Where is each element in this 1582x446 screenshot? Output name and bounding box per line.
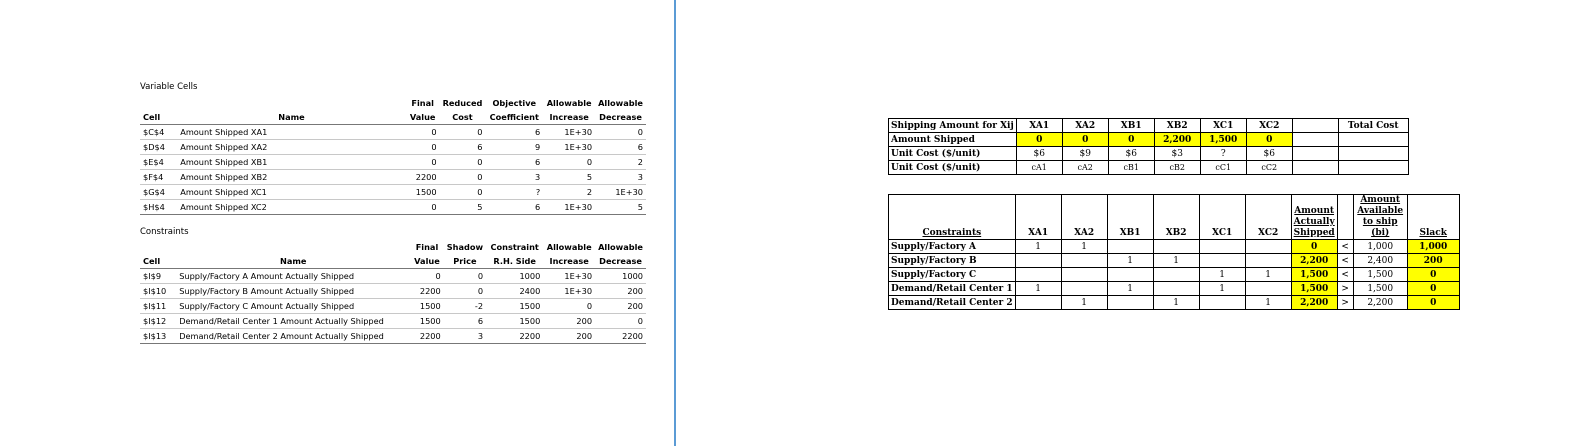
header-row bbox=[140, 96, 646, 110]
cell-value: 0 bbox=[543, 155, 595, 170]
cell-value: 1E+30 bbox=[543, 200, 595, 215]
constraints-header-cell: XB2 bbox=[1153, 195, 1199, 240]
constraint-cell bbox=[1199, 296, 1245, 310]
cell-ref: $I$11 bbox=[140, 299, 176, 314]
constraint-cell: 0 bbox=[1407, 268, 1459, 282]
cell-ref: $E$4 bbox=[140, 155, 177, 170]
cell-value: 1000 bbox=[595, 269, 646, 284]
constraint-row bbox=[889, 268, 1460, 282]
cell-value: 5 bbox=[595, 200, 646, 215]
constraint-cell: 1 bbox=[1153, 254, 1199, 268]
cell-ref: $G$4 bbox=[140, 185, 177, 200]
cell-value: 1E+30 bbox=[543, 269, 595, 284]
cell-value: 6 bbox=[485, 200, 543, 215]
model-cell: ? bbox=[1200, 147, 1246, 161]
cell-value: 200 bbox=[595, 299, 646, 314]
header-cell: Coefficient bbox=[485, 110, 543, 125]
model-cell bbox=[1292, 133, 1338, 147]
constraint-cell bbox=[1199, 254, 1245, 268]
header-cell: Value bbox=[410, 254, 444, 269]
cell-value: 0 bbox=[440, 155, 486, 170]
constraints-header-cell: Constraints bbox=[889, 195, 1016, 240]
model-cell: $6 bbox=[1246, 147, 1292, 161]
constraint-cell: 1 bbox=[1107, 254, 1153, 268]
constraint-cell bbox=[1015, 254, 1061, 268]
constraint-cell: 1,000 bbox=[1407, 240, 1459, 254]
cell-value: 1000 bbox=[486, 269, 543, 284]
cell-value: 0 bbox=[444, 269, 486, 284]
constraint-cell bbox=[1061, 282, 1107, 296]
table-row bbox=[140, 269, 646, 284]
model-cell: cB2 bbox=[1154, 161, 1200, 175]
header-cell: Objective bbox=[492, 98, 537, 108]
constraint-label: Supply/Factory C bbox=[889, 268, 1016, 282]
header-cell: Final bbox=[415, 242, 439, 252]
cell-value: 1500 bbox=[410, 314, 444, 329]
constraint-cell: 1 bbox=[1153, 296, 1199, 310]
cell-value: 2200 bbox=[406, 170, 440, 185]
model-row bbox=[889, 147, 1461, 161]
constraints-header-cell bbox=[1337, 195, 1353, 240]
model-cell: $6 bbox=[1016, 147, 1062, 161]
constraints-header-cell: XC1 bbox=[1199, 195, 1245, 240]
cell-name: Amount Shipped XB1 bbox=[177, 155, 406, 170]
constraint-cell: 1 bbox=[1015, 240, 1061, 254]
cell-value: 5 bbox=[440, 200, 486, 215]
constraint-cell: 0 bbox=[1407, 282, 1459, 296]
cell-value: 2 bbox=[595, 155, 646, 170]
constraint-cell bbox=[1107, 240, 1153, 254]
constraint-cell bbox=[1245, 240, 1291, 254]
cell-value: 1500 bbox=[486, 314, 543, 329]
constraint-cell: 2,200 bbox=[1291, 254, 1337, 268]
cell-value: 6 bbox=[485, 125, 543, 140]
constraint-cell: 2,200 bbox=[1291, 296, 1337, 310]
header-cell: Final bbox=[411, 98, 434, 108]
cell-value: -2 bbox=[444, 299, 486, 314]
constraint-cell bbox=[1061, 268, 1107, 282]
pane-divider bbox=[674, 0, 676, 446]
constraint-cell: 2,400 bbox=[1353, 254, 1407, 268]
constraints-header-cell: Amount Available to ship (bi) bbox=[1353, 195, 1407, 240]
cell-value: 200 bbox=[543, 314, 595, 329]
cell-value: 0 bbox=[410, 269, 444, 284]
constraint-row bbox=[889, 240, 1460, 254]
cell-name: Amount Shipped XA1 bbox=[177, 125, 406, 140]
model-cell: 0 bbox=[1016, 133, 1062, 147]
constraint-cell: 1 bbox=[1245, 268, 1291, 282]
cell-value: 3 bbox=[444, 329, 486, 344]
header-cell: Reduced bbox=[442, 98, 483, 108]
header-cell: Shadow bbox=[446, 242, 484, 252]
model-cell: XA1 bbox=[1016, 119, 1062, 133]
cell-name: Amount Shipped XA2 bbox=[177, 140, 406, 155]
model-cell: 0 bbox=[1062, 133, 1108, 147]
cell-value: 1500 bbox=[406, 185, 440, 200]
constraint-cell: 1 bbox=[1015, 282, 1061, 296]
constraints-title: Constraints bbox=[140, 227, 189, 237]
header-cell bbox=[140, 96, 177, 110]
constraint-cell: 0 bbox=[1291, 240, 1337, 254]
model-cell: cC1 bbox=[1200, 161, 1246, 175]
header-cell: Name bbox=[177, 110, 406, 125]
cell-value: 3 bbox=[595, 170, 646, 185]
model-constraints-table bbox=[888, 194, 1460, 310]
table-row bbox=[140, 170, 646, 185]
constraint-cell: 1 bbox=[1061, 296, 1107, 310]
table-row bbox=[140, 299, 646, 314]
model-cell: $6 bbox=[1108, 147, 1154, 161]
model-cell bbox=[1292, 161, 1338, 175]
row-label: Shipping Amount for Xij bbox=[889, 119, 1017, 133]
constraint-row bbox=[889, 296, 1460, 310]
constraint-cell: 1,500 bbox=[1291, 268, 1337, 282]
cell-name: Supply/Factory A Amount Actually Shipped bbox=[176, 269, 410, 284]
constraint-row bbox=[889, 254, 1460, 268]
cell-name: Amount Shipped XB2 bbox=[177, 170, 406, 185]
constraint-cell bbox=[1107, 268, 1153, 282]
model-cell: cB1 bbox=[1108, 161, 1154, 175]
cell-name: Supply/Factory B Amount Actually Shipped bbox=[176, 284, 410, 299]
cell-value: 0 bbox=[595, 314, 646, 329]
constraint-cell: 1,500 bbox=[1291, 282, 1337, 296]
cell-ref: $I$10 bbox=[140, 284, 176, 299]
header-row bbox=[140, 240, 646, 254]
constraints-header-cell: Amount Actually Shipped bbox=[1291, 195, 1337, 240]
header-cell: R.H. Side bbox=[486, 254, 543, 269]
cell-value: 0 bbox=[440, 170, 486, 185]
constraint-cell: 200 bbox=[1407, 254, 1459, 268]
model-cell: cC2 bbox=[1246, 161, 1292, 175]
cell-value: 0 bbox=[440, 185, 486, 200]
model-row bbox=[889, 161, 1461, 175]
model-row bbox=[889, 133, 1461, 147]
constraints-header-cell: XB1 bbox=[1107, 195, 1153, 240]
header-cell: Decrease bbox=[595, 254, 646, 269]
constraints-header-row bbox=[889, 195, 1460, 240]
header-cell: Constraint bbox=[490, 242, 539, 252]
table-row bbox=[140, 125, 646, 140]
cell-value: 0 bbox=[406, 155, 440, 170]
constraint-cell: 1 bbox=[1245, 296, 1291, 310]
constraint-cell: < bbox=[1337, 268, 1353, 282]
constraint-cell: 1,500 bbox=[1353, 268, 1407, 282]
model-cell: Total Cost bbox=[1338, 119, 1408, 133]
row-label: Unit Cost ($/unit) bbox=[889, 161, 1017, 175]
constraint-cell: 1 bbox=[1061, 240, 1107, 254]
constraint-cell bbox=[1107, 296, 1153, 310]
model-cell: 2,200 bbox=[1154, 133, 1200, 147]
cell-value: ? bbox=[485, 185, 543, 200]
model-cell: XA2 bbox=[1062, 119, 1108, 133]
constraint-cell: 1,500 bbox=[1353, 282, 1407, 296]
header-cell: Allowable bbox=[598, 98, 643, 108]
constraints-header-cell: XA1 bbox=[1015, 195, 1061, 240]
constraint-cell: 1 bbox=[1199, 282, 1245, 296]
header-cell: Increase bbox=[543, 254, 595, 269]
header-cell: Name bbox=[176, 254, 410, 269]
model-cell: 0 bbox=[1246, 133, 1292, 147]
header-cell bbox=[176, 240, 410, 254]
cell-ref: $I$13 bbox=[140, 329, 176, 344]
cell-name: Amount Shipped XC2 bbox=[177, 200, 406, 215]
constraint-cell bbox=[1153, 282, 1199, 296]
constraint-cell bbox=[1199, 240, 1245, 254]
variable-cells-table bbox=[140, 96, 646, 215]
constraint-cell: 2,200 bbox=[1353, 296, 1407, 310]
model-cell: XC1 bbox=[1200, 119, 1246, 133]
cell-ref: $F$4 bbox=[140, 170, 177, 185]
table-row bbox=[140, 185, 646, 200]
model-row bbox=[889, 119, 1461, 133]
cell-value: 0 bbox=[595, 125, 646, 140]
model-cell: 0 bbox=[1108, 133, 1154, 147]
cell-value: 0 bbox=[406, 200, 440, 215]
header-row bbox=[140, 254, 646, 269]
table-row bbox=[140, 140, 646, 155]
header-cell: Decrease bbox=[595, 110, 646, 125]
header-cell bbox=[140, 240, 176, 254]
constraint-cell bbox=[1245, 254, 1291, 268]
cell-value: 0 bbox=[543, 299, 595, 314]
cell-ref: $D$4 bbox=[140, 140, 177, 155]
variable-cells-title: Variable Cells bbox=[140, 82, 198, 92]
header-cell: Cell bbox=[140, 110, 177, 125]
cell-value: 6 bbox=[595, 140, 646, 155]
cell-value: 6 bbox=[485, 155, 543, 170]
model-cell: XB2 bbox=[1154, 119, 1200, 133]
constraint-label: Demand/Retail Center 2 bbox=[889, 296, 1016, 310]
cell-value: 2 bbox=[543, 185, 595, 200]
table-row bbox=[140, 155, 646, 170]
cell-value: 3 bbox=[485, 170, 543, 185]
header-cell: Allowable bbox=[598, 242, 643, 252]
cell-value: 2200 bbox=[410, 284, 444, 299]
table-row bbox=[140, 284, 646, 299]
model-cell bbox=[1338, 147, 1408, 161]
constraint-label: Demand/Retail Center 1 bbox=[889, 282, 1016, 296]
header-cell bbox=[177, 96, 406, 110]
cell-ref: $I$12 bbox=[140, 314, 176, 329]
header-row bbox=[140, 110, 646, 125]
header-cell: Price bbox=[444, 254, 486, 269]
table-row bbox=[140, 314, 646, 329]
constraint-cell bbox=[1015, 268, 1061, 282]
cell-value: 0 bbox=[406, 140, 440, 155]
model-cell bbox=[1338, 161, 1408, 175]
cell-value: 6 bbox=[444, 314, 486, 329]
model-cell: 1,500 bbox=[1200, 133, 1246, 147]
constraints-header-cell: XA2 bbox=[1061, 195, 1107, 240]
cell-value: 6 bbox=[440, 140, 486, 155]
constraint-label: Supply/Factory A bbox=[889, 240, 1016, 254]
model-cell: $3 bbox=[1154, 147, 1200, 161]
cell-value: 1E+30 bbox=[595, 185, 646, 200]
cell-value: 200 bbox=[595, 284, 646, 299]
cell-value: 200 bbox=[543, 329, 595, 344]
model-cell: $9 bbox=[1062, 147, 1108, 161]
cell-name: Demand/Retail Center 2 Amount Actually Shipped bbox=[176, 329, 410, 344]
constraint-row bbox=[889, 282, 1460, 296]
model-cell bbox=[1338, 133, 1408, 147]
cell-value: 1E+30 bbox=[543, 140, 595, 155]
constraint-cell: > bbox=[1337, 282, 1353, 296]
cell-value: 1500 bbox=[410, 299, 444, 314]
table-row bbox=[140, 200, 646, 215]
row-label: Unit Cost ($/unit) bbox=[889, 147, 1017, 161]
constraint-cell: 1,000 bbox=[1353, 240, 1407, 254]
cell-ref: $C$4 bbox=[140, 125, 177, 140]
model-cell: cA2 bbox=[1062, 161, 1108, 175]
constraint-cell bbox=[1153, 240, 1199, 254]
cell-value: 0 bbox=[406, 125, 440, 140]
cell-name: Demand/Retail Center 1 Amount Actually Shipped bbox=[176, 314, 410, 329]
model-cell: XC2 bbox=[1246, 119, 1292, 133]
cell-value: 1E+30 bbox=[543, 125, 595, 140]
cell-value: 2200 bbox=[595, 329, 646, 344]
constraints-header-cell: XC2 bbox=[1245, 195, 1291, 240]
cell-value: 0 bbox=[440, 125, 486, 140]
cell-value: 0 bbox=[444, 284, 486, 299]
cell-value: 2200 bbox=[486, 329, 543, 344]
constraint-cell bbox=[1245, 282, 1291, 296]
cell-name: Supply/Factory C Amount Actually Shipped bbox=[176, 299, 410, 314]
constraint-cell: 1 bbox=[1199, 268, 1245, 282]
cell-name: Amount Shipped XC1 bbox=[177, 185, 406, 200]
header-cell: Cost bbox=[440, 110, 486, 125]
cell-ref: $H$4 bbox=[140, 200, 177, 215]
header-cell: Increase bbox=[543, 110, 595, 125]
constraint-cell: > bbox=[1337, 296, 1353, 310]
cell-value: 9 bbox=[485, 140, 543, 155]
header-cell: Cell bbox=[140, 254, 176, 269]
header-cell: Allowable bbox=[546, 98, 592, 108]
constraint-cell: < bbox=[1337, 254, 1353, 268]
row-label: Amount Shipped bbox=[889, 133, 1017, 147]
model-cell bbox=[1292, 119, 1338, 133]
constraint-cell bbox=[1153, 268, 1199, 282]
constraint-cell bbox=[1061, 254, 1107, 268]
cell-value: 1E+30 bbox=[543, 284, 595, 299]
cell-value: 2400 bbox=[486, 284, 543, 299]
cell-value: 1500 bbox=[486, 299, 543, 314]
cell-ref: $I$9 bbox=[140, 269, 176, 284]
constraint-label: Supply/Factory B bbox=[889, 254, 1016, 268]
table-row bbox=[140, 329, 646, 344]
constraint-cell: 1 bbox=[1107, 282, 1153, 296]
model-cell bbox=[1292, 147, 1338, 161]
model-cell: cA1 bbox=[1016, 161, 1062, 175]
cell-value: 2200 bbox=[410, 329, 444, 344]
cell-value: 5 bbox=[543, 170, 595, 185]
constraint-cell bbox=[1015, 296, 1061, 310]
constraints-header-cell: Slack bbox=[1407, 195, 1459, 240]
model-cell: XB1 bbox=[1108, 119, 1154, 133]
header-cell: Value bbox=[406, 110, 440, 125]
constraint-cell: 0 bbox=[1407, 296, 1459, 310]
constraints-table bbox=[140, 240, 646, 344]
constraint-cell: < bbox=[1337, 240, 1353, 254]
header-cell: Allowable bbox=[546, 242, 592, 252]
model-cost-table bbox=[888, 118, 1461, 175]
